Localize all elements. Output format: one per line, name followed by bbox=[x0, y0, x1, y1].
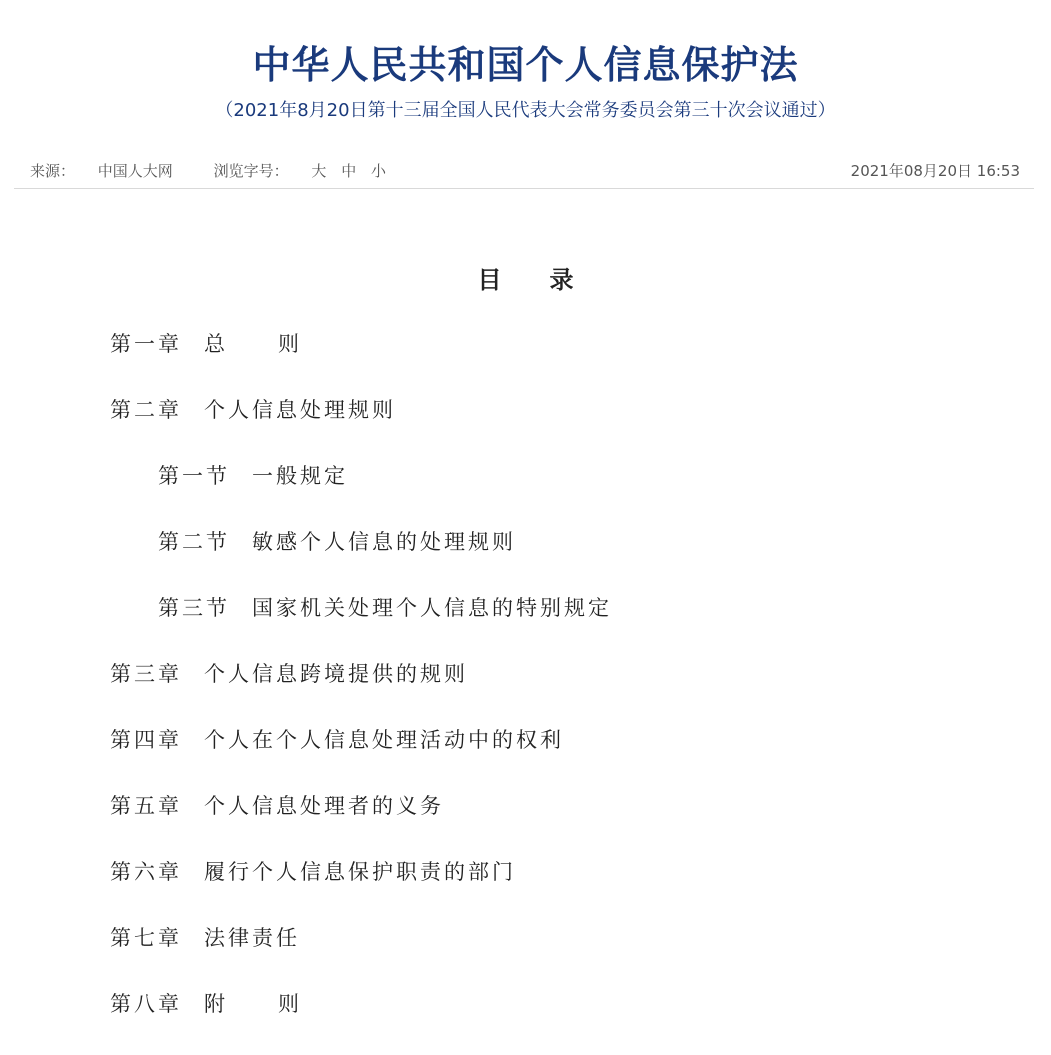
toc-item-title: 法律责任 bbox=[204, 926, 300, 950]
toc-heading bbox=[0, 260, 1051, 295]
toc-item-title: 个人在个人信息处理活动中的权利 bbox=[204, 728, 564, 752]
toc-item-chapter-2[interactable] bbox=[110, 394, 396, 424]
toc-item-section-2[interactable] bbox=[158, 526, 516, 556]
toc-item-section-1[interactable] bbox=[158, 460, 348, 490]
toc-item-chapter-4[interactable] bbox=[110, 724, 564, 754]
publish-datetime: 2021年08月20日 16:53 bbox=[850, 162, 1020, 180]
toc-item-number: 第二节 bbox=[158, 530, 230, 554]
source-label: 来源： bbox=[30, 162, 76, 180]
toc-item-chapter-3[interactable] bbox=[110, 658, 468, 688]
toc-item-title: 敏感个人信息的处理规则 bbox=[252, 530, 516, 554]
toc-item-number: 第三节 bbox=[158, 596, 230, 620]
toc-item-title: 个人信息跨境提供的规则 bbox=[204, 662, 468, 686]
toc-item-number: 第三章 bbox=[110, 662, 182, 686]
toc-item-chapter-1[interactable] bbox=[110, 328, 302, 358]
page-subtitle: （2021年8月20日第十三届全国人民代表大会常务委员会第三十次会议通过） bbox=[215, 100, 836, 121]
toc-item-title: 履行个人信息保护职责的部门 bbox=[204, 860, 516, 884]
toc-heading-part2: 录 bbox=[549, 265, 574, 294]
toc-item-number: 第一章 bbox=[110, 332, 182, 356]
toc-item-title-part1: 总 bbox=[204, 332, 228, 356]
toc-item-title-part1: 附 bbox=[204, 992, 228, 1016]
toc-item-chapter-8[interactable] bbox=[110, 988, 302, 1018]
toc-item-number: 第八章 bbox=[110, 992, 182, 1016]
toc-item-chapter-6[interactable] bbox=[110, 856, 516, 886]
meta-left bbox=[30, 160, 396, 181]
toc-item-number: 第一节 bbox=[158, 464, 230, 488]
toc-item-chapter-5[interactable] bbox=[110, 790, 444, 820]
toc-item-title-part2: 则 bbox=[278, 992, 302, 1016]
toc-item-number: 第四章 bbox=[110, 728, 182, 752]
toc-item-title: 个人信息处理规则 bbox=[204, 398, 396, 422]
toc-item-chapter-7[interactable] bbox=[110, 922, 300, 952]
toc-item-title: 国家机关处理个人信息的特别规定 bbox=[252, 596, 612, 620]
font-size-large-button[interactable]: 大 bbox=[311, 162, 327, 180]
toc-item-number: 第六章 bbox=[110, 860, 182, 884]
toc-item-title: 个人信息处理者的义务 bbox=[204, 794, 444, 818]
toc-item-number: 第二章 bbox=[110, 398, 182, 422]
toc-heading-part1: 目 bbox=[477, 265, 502, 294]
font-size-label: 浏览字号： bbox=[213, 162, 289, 180]
toc-item-number: 第七章 bbox=[110, 926, 182, 950]
font-size-medium-button[interactable]: 中 bbox=[341, 162, 357, 180]
toc-item-number: 第五章 bbox=[110, 794, 182, 818]
toc-item-title: 一般规定 bbox=[252, 464, 348, 488]
meta-bar bbox=[14, 156, 1034, 189]
source-value: 中国人大网 bbox=[97, 162, 173, 180]
font-size-small-button[interactable]: 小 bbox=[370, 162, 386, 180]
toc-item-section-3[interactable] bbox=[158, 592, 612, 622]
page-title: 中华人民共和国个人信息保护法 bbox=[252, 42, 799, 87]
toc-item-title-part2: 则 bbox=[278, 332, 302, 356]
